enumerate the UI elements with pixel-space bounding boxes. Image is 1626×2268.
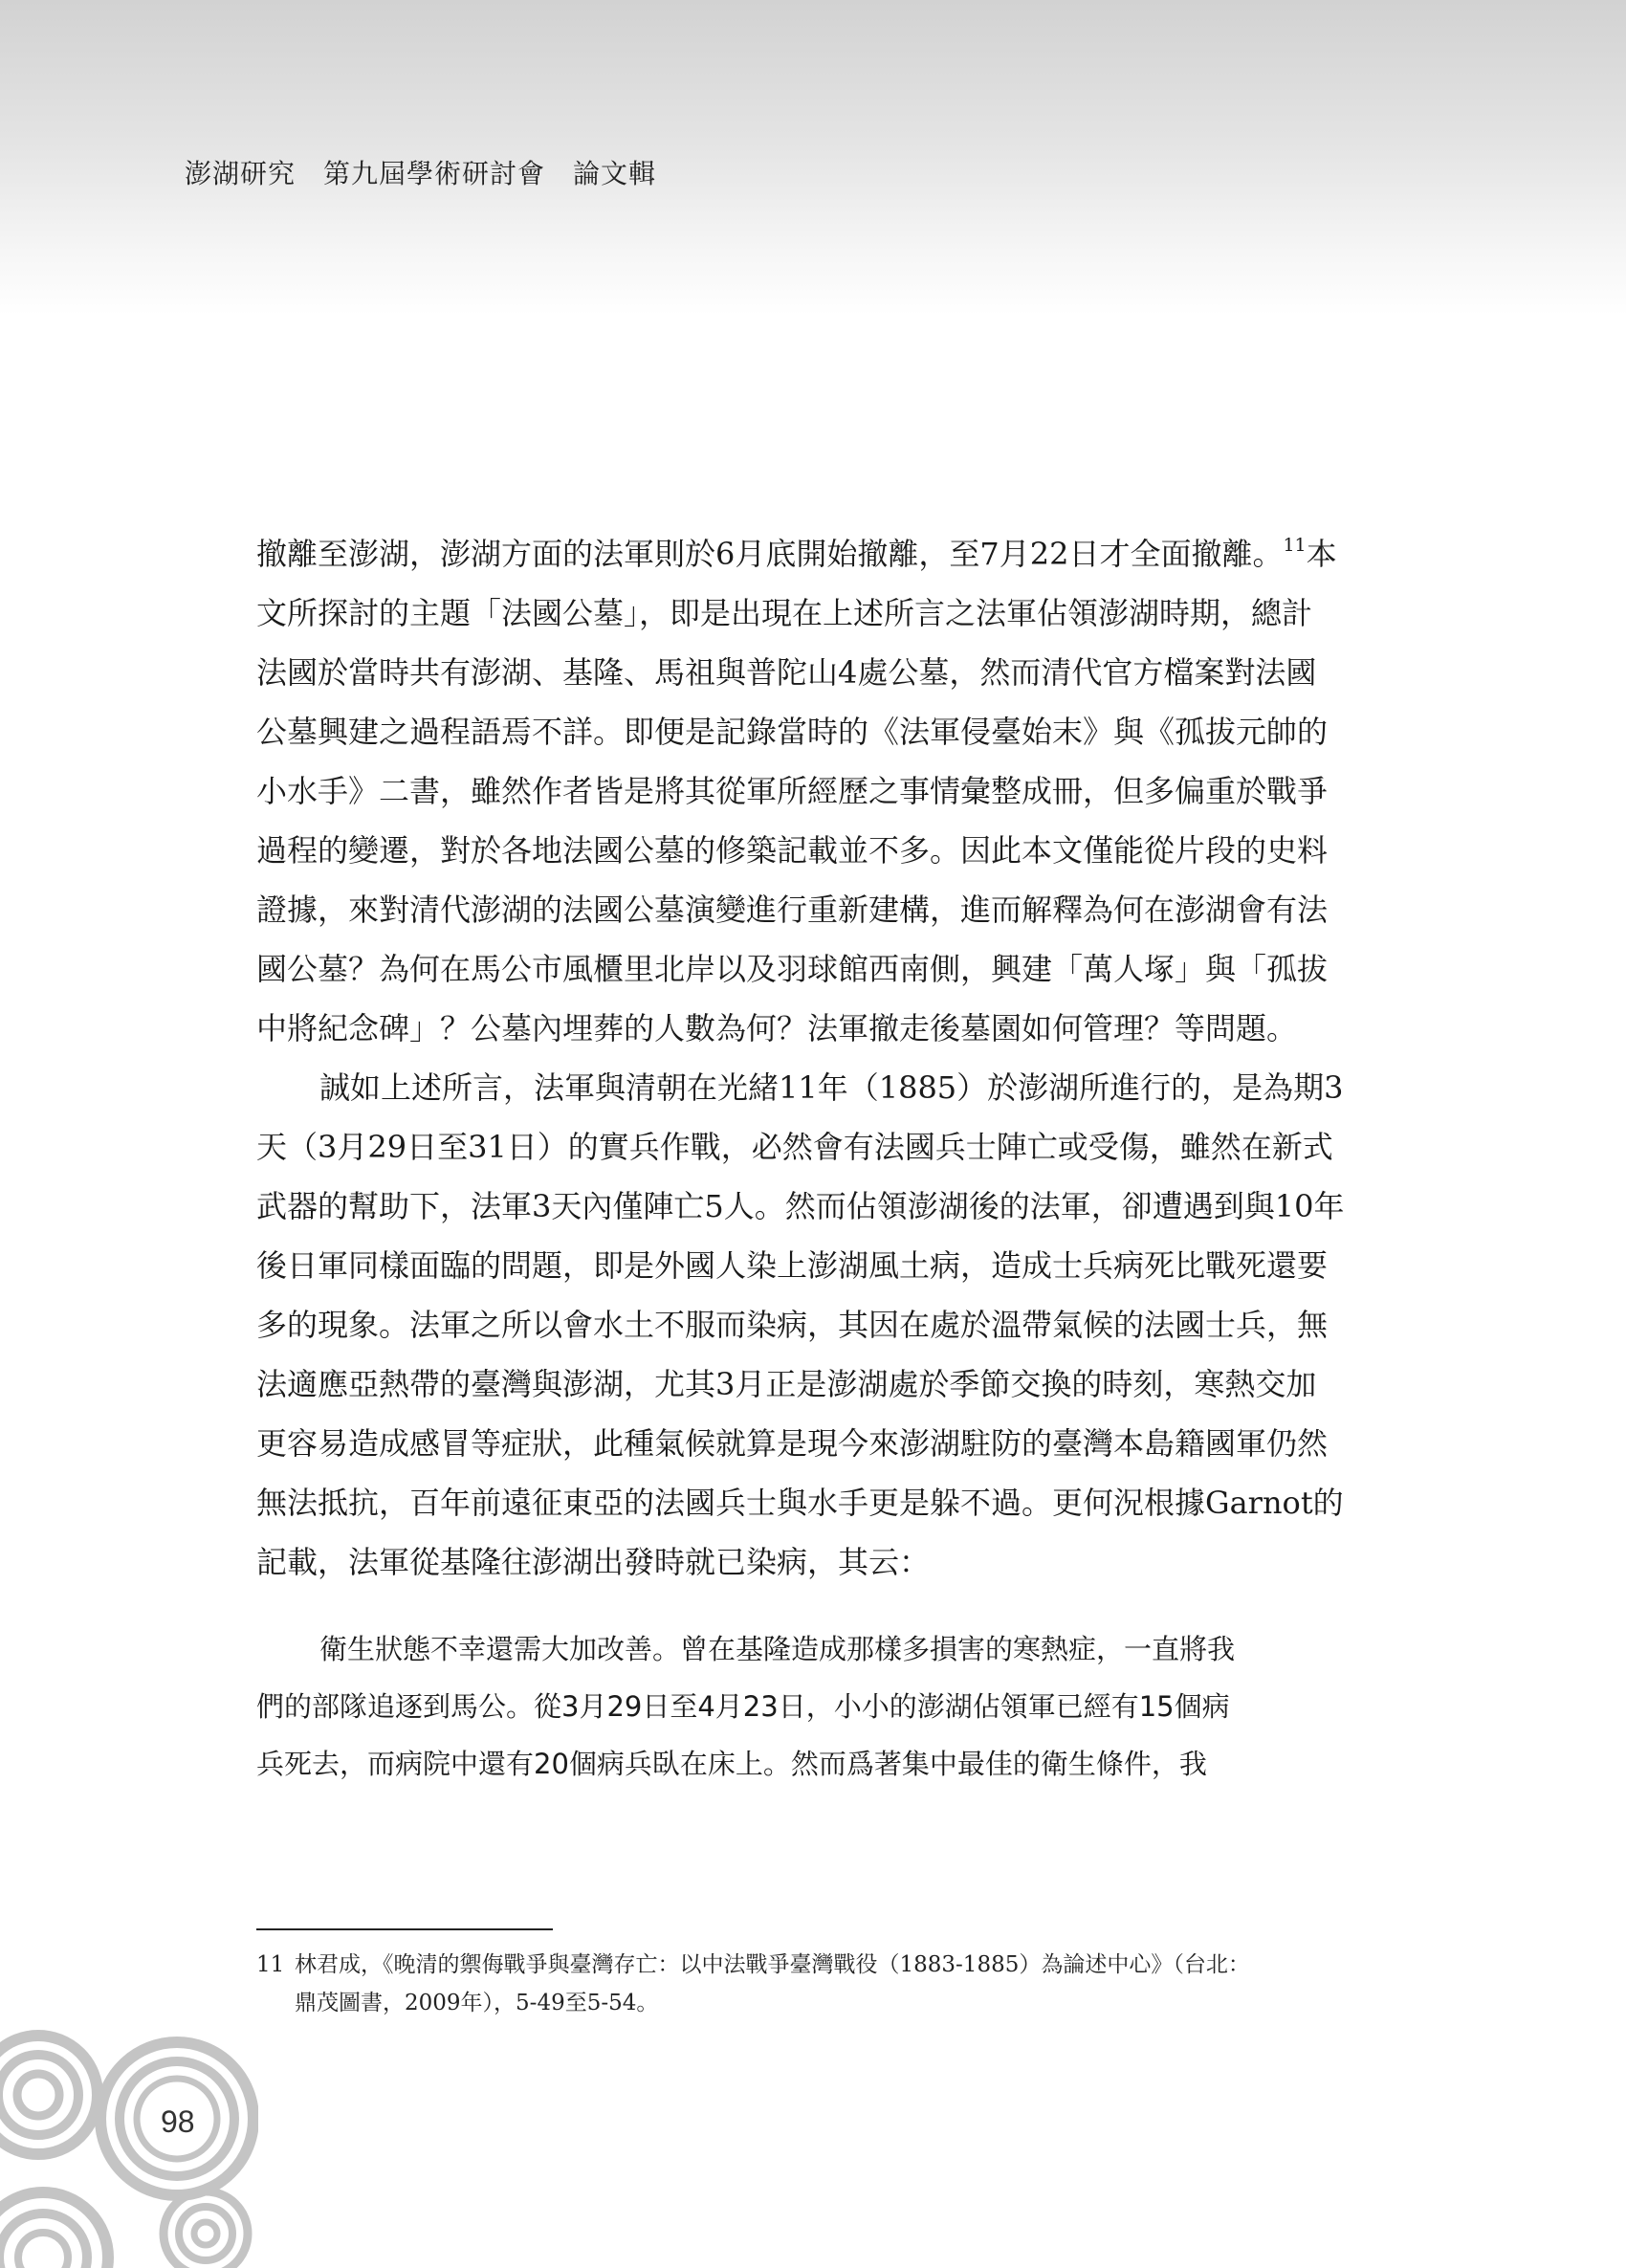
- footnote: [256, 1946, 1370, 2022]
- text-line: 無法抵抗，百年前遠征東亞的法國兵士與水手更是躲不過。更何況根據Garnot的: [256, 1485, 1344, 1521]
- quote-line: 兵死去，而病院中還有20個病兵臥在床上。然而爲著集中最佳的衛生條件，我: [256, 1748, 1207, 1780]
- footnote-line: 鼎茂圖書，2009年），5-49至5-54。: [295, 1991, 659, 2015]
- text-line: 小水手》二書，雖然作者皆是將其從軍所經歷之事情彙整成冊，但多偏重於戰爭: [256, 773, 1329, 809]
- text-line: 武器的幫助下，法軍3天內僅陣亡5人。然而佔領澎湖後的法軍，卻遭遇到與10年: [256, 1188, 1345, 1224]
- text-line: 天（3月29日至31日）的實兵作戰，必然會有法國兵士陣亡或受傷，雖然在新式: [256, 1129, 1333, 1165]
- footnote-line: 11 林君成，《晚清的禦侮戰爭與臺灣存亡：以中法戰爭臺灣戰役（1883-1885）為論述中心》（台北：: [256, 1946, 1370, 1984]
- footnote-ref[interactable]: 11: [1283, 535, 1307, 556]
- text-line: 中將紀念碑」？公墓內埋葬的人數為何？法軍撤走後墓園如何管理？等問題。: [256, 1010, 1298, 1046]
- concentric-circles-decoration: [0, 2028, 258, 2268]
- text-line: 記載，法軍從基隆往澎湖出發時就已染病，其云：: [256, 1544, 931, 1580]
- footnote-number: 11: [256, 1952, 285, 1977]
- footnote-divider: [256, 1928, 553, 1930]
- text-line: 國公墓？為何在馬公市風櫃里北岸以及羽球館西南側，興建「萬人塚」與「孤拔: [256, 951, 1329, 987]
- text-line: 後日軍同樣面臨的問題，即是外國人染上澎湖風土病，造成士兵病死比戰死還要: [256, 1247, 1329, 1284]
- paragraph-1: [256, 524, 1370, 1058]
- quote-line: 衛生狀態不幸還需大加改善。曾在基隆造成那樣多損害的寒熱症，一直將我: [319, 1633, 1236, 1665]
- text-line: 更容易造成感冒等症狀，此種氣候就算是現今來澎湖駐防的臺灣本島籍國軍仍然: [256, 1425, 1329, 1462]
- text-line: 法適應亞熱帶的臺灣與澎湖，尤其3月正是澎湖處於季節交換的時刻，寒熱交加: [256, 1366, 1317, 1402]
- text-line: 過程的變遷，對於各地法國公墓的修築記載並不多。因此本文僅能從片段的史料: [256, 832, 1329, 869]
- body-text: [256, 524, 1370, 1592]
- paragraph-2: [256, 1058, 1370, 1592]
- text-line: 法國於當時共有澎湖、基隆、馬祖與普陀山4處公墓，然而清代官方檔案對法國: [256, 654, 1317, 691]
- text-line: 多的現象。法軍之所以會水土不服而染病，其因在處於溫帶氣候的法國士兵，無: [256, 1307, 1329, 1343]
- block-quote: [256, 1620, 1370, 1793]
- text-line: 誠如上述所言，法軍與清朝在光緒11年（1885）於澎湖所進行的，是為期3: [319, 1069, 1344, 1106]
- page-number: 98: [161, 2104, 195, 2139]
- running-header: 澎湖研究 第九屆學術研討會 論文輯: [185, 158, 657, 189]
- text-line: 證據，來對清代澎湖的法國公墓演變進行重新建構，進而解釋為何在澎湖會有法: [256, 892, 1329, 928]
- text-line: 文所探討的主題「法國公墓」，即是出現在上述所言之法軍佔領澎湖時期，總計: [256, 595, 1313, 631]
- text-line: 公墓興建之過程語焉不詳。即便是記錄當時的《法軍侵臺始末》與《孤拔元帥的: [256, 714, 1329, 750]
- text-line: 撤離至澎湖，澎湖方面的法軍則於6月底開始撤離，至7月22日才全面撤離。$^{11}$本: [256, 535, 1337, 572]
- quote-line: 們的部隊追逐到馬公。從3月29日至4月23日，小小的澎湖佔領軍已經有15個病: [256, 1690, 1230, 1723]
